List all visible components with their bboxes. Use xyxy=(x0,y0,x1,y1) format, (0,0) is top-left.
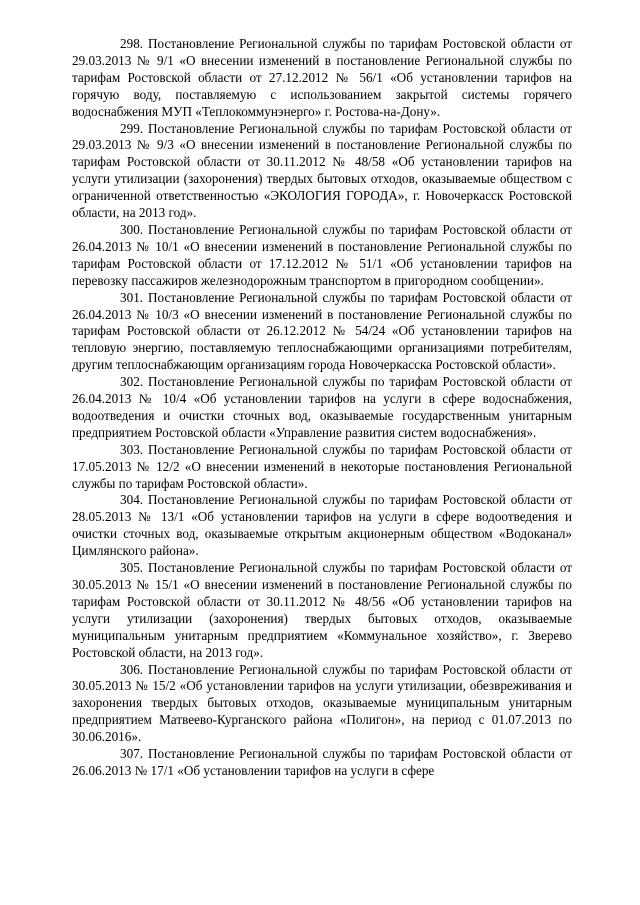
paragraph-text: Постановление Региональной службы по тарифам Ростовской области от 26.06.2013 № 17/1 «Об установлении тарифов на услуги в сфере xyxy=(72,746,573,778)
paragraph-306 xyxy=(72,662,572,747)
paragraph-number: 299. xyxy=(120,120,144,136)
paragraph-text: Постановление Региональной службы по тарифам Ростовской области от 28.05.2013 № 13/1 «Об установлении тарифов на услуги в сфере водоотведения и очистки сточных вод, оказываемые открытым акционерным обществом «Водоканал» Цимлянского района». xyxy=(72,492,573,559)
paragraph-303 xyxy=(72,442,572,493)
paragraph-text: Постановление Региональной службы по тарифам Ростовской области от 17.05.2013 № 12/2 «О внесении изменений в некоторые постановления Региональной службы по тарифам Ростовской области». xyxy=(72,441,573,491)
paragraph-number: 306. xyxy=(120,661,144,677)
paragraph-text: Постановление Региональной службы по тарифам Ростовской области от 30.05.2013 № 15/2 «Об установлении тарифов на услуги утилизации, обезвреживания и захоронения твердых бытовых отходов, оказываемые муниципальным унитарным предприятием Матвеево-Курганского района «Полигон», на период с 01.07.2013 по 30.06.2016». xyxy=(72,661,573,745)
paragraph-299 xyxy=(72,121,572,222)
paragraph-number: 303. xyxy=(120,441,144,457)
paragraph-302 xyxy=(72,374,572,442)
paragraph-number: 304. xyxy=(120,492,144,508)
paragraph-text: Постановление Региональной службы по тарифам Ростовской области от 29.03.2013 № 9/1 «О внесении изменений в постановление Региональной службы по тарифам Ростовской области от 27.12.2012 № 56/1 «Об установлении тарифов на горячую воду, поставляемую с использованием закрытой системы горячего водоснабжения МУП «Теплокоммунэнерго» г. Ростова-на-Дону». xyxy=(72,36,573,119)
paragraph-300 xyxy=(72,222,572,290)
paragraph-text: Постановление Региональной службы по тарифам Ростовской области от 26.04.2013 № 10/4 «Об установлении тарифов на услуги в сфере водоснабжения, водоотведения и очистки сточных вод, оказываемые государственным унитарным предприятием Ростовской области «Управление развития систем водоснабжения». xyxy=(72,374,573,440)
paragraph-number: 301. xyxy=(120,289,144,305)
paragraph-number: 300. xyxy=(120,221,144,237)
paragraph-301 xyxy=(72,290,572,375)
paragraph-number: 305. xyxy=(120,560,144,576)
paragraph-text: Постановление Региональной службы по тарифам Ростовской области от 26.04.2013 № 10/3 «О внесении изменений в постановление Региональной службы по тарифам Ростовской области от 26.12.2012 № 54/24 «Об установлении тарифов на тепловую энергию, поставляемую теплоснабжающими организациями потребителям, другим теплоснабжающим организациям города Новочеркасска Ростовской области». xyxy=(72,289,573,373)
paragraph-298 xyxy=(72,36,572,121)
paragraph-304 xyxy=(72,492,572,560)
paragraph-text: Постановление Региональной службы по тарифам Ростовской области от 30.05.2013 № 15/1 «О внесении изменений в постановление Региональной службы по тарифам Ростовской области от 30.11.2012 № 48/56 «Об установлении тарифов на услуги утилизации (захоронения) твердых бытовых отходов, оказываемые муниципальным унитарным предприятием «Коммунальное хозяйство», г. Зверево Ростовской области, на 2013 год». xyxy=(72,560,573,660)
paragraph-number: 302. xyxy=(120,374,144,390)
paragraph-text: Постановление Региональной службы по тарифам Ростовской области от 29.03.2013 № 9/3 «О внесении изменений в постановление Региональной службы по тарифам Ростовской области от 30.11.2012 № 48/58 «Об установлении тарифов на услуги утилизации (захоронения) твердых бытовых отходов, оказываемые обществом с ограниченной ответственностью «ЭКОЛОГИЯ ГОРОДА», г. Новочеркасск Ростовской области, на 2013 год». xyxy=(72,120,573,221)
paragraph-number: 298. xyxy=(120,36,144,51)
paragraph-305 xyxy=(72,560,572,661)
paragraph-307 xyxy=(72,746,572,780)
paragraph-number: 307. xyxy=(120,746,144,762)
paragraph-text: Постановление Региональной службы по тарифам Ростовской области от 26.04.2013 № 10/1 «О внесении изменений в постановление Региональной службы по тарифам Ростовской области от 17.12.2012 № 51/1 «Об установлении тарифов на перевозку пассажиров железнодорожным транспортом в пригородном сообщении». xyxy=(72,221,573,288)
